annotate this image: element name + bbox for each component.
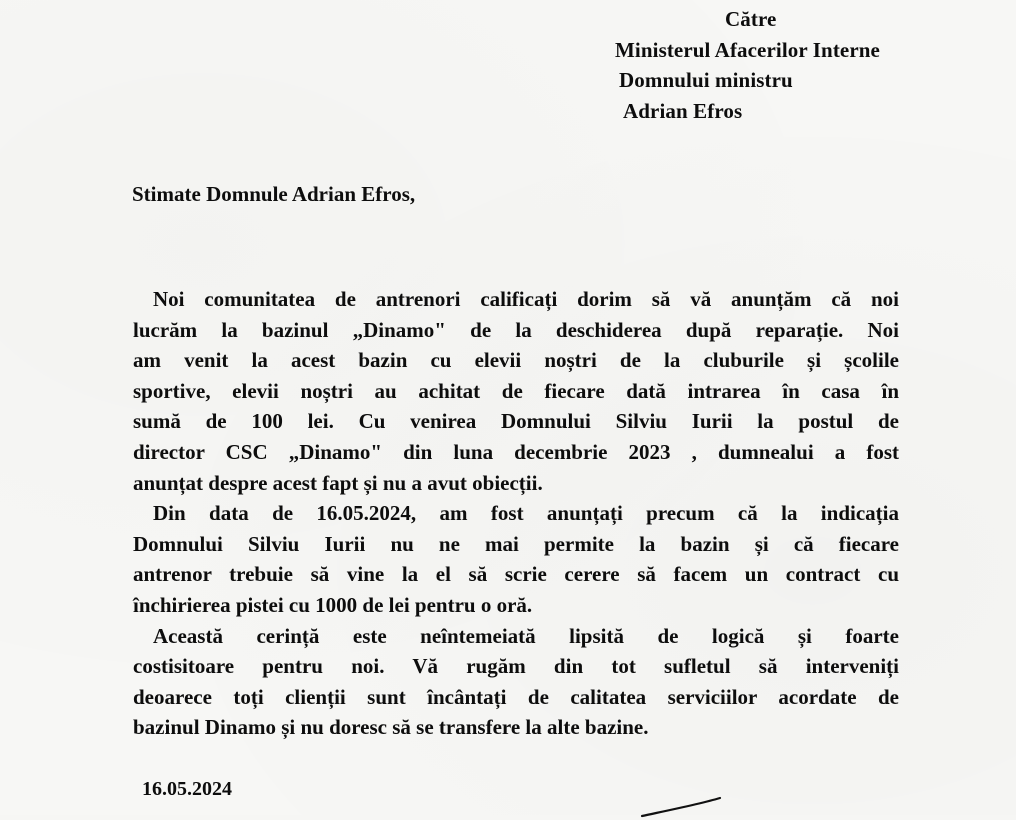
- body-line: am venit la acest bazin cu elevii noștri de la cluburile și școlile: [133, 348, 899, 373]
- body-line: costisitoare pentru noi. Vă rugăm din tot sufletul să interveniți: [133, 654, 899, 679]
- body-line: antrenor trebuie să vine la el să scrie cerere să facem un contract cu: [133, 562, 899, 587]
- addressee-block: [612, 4, 880, 126]
- body-line: sumă de 100 lei. Cu venirea Domnului Silviu Iurii la postul de: [133, 409, 899, 434]
- letter-date: 16.05.2024: [142, 778, 232, 800]
- body-line: director CSC „Dinamo" din luna decembrie 2023 , dumnealui a fost: [133, 439, 899, 464]
- body-line: închirierea pistei cu 1000 de lei pentru o oră.: [133, 592, 533, 617]
- body-line: lucrăm la bazinul „Dinamo" de la deschiderea după reparație. Noi: [133, 317, 899, 342]
- addressee-line: Adrian Efros: [623, 98, 743, 123]
- addressee-line: Către: [725, 7, 777, 31]
- addressee-line: Ministerul Afacerilor Interne: [615, 37, 880, 62]
- signature-mark: [640, 790, 740, 820]
- body-line: anunțat despre acest fapt și nu a avut obiecții.: [133, 470, 543, 495]
- paragraph-3: [133, 621, 899, 743]
- body-line: bazinul Dinamo și nu doresc să se transfere la alte bazine.: [133, 715, 649, 740]
- body-line: Domnului Silviu Iurii nu ne mai permite la bazin și că fiecare: [133, 531, 899, 556]
- paragraph-2: [133, 498, 899, 620]
- body-line: Noi comunitatea de antrenori calificați dorim să vă anunțăm că noi: [153, 287, 899, 311]
- salutation: Stimate Domnule Adrian Efros,: [132, 182, 416, 206]
- body-line: sportive, elevii noștri au achitat de fiecare dată intrarea în casa în: [133, 378, 899, 403]
- body-line: Această cerință este neîntemeiată lipsită de logică și foarte: [153, 623, 899, 648]
- addressee-line: Domnului ministru: [619, 68, 793, 92]
- body-line: deoarece toți clienții sunt încântați de calitatea serviciilor acordate de: [133, 684, 899, 709]
- letter-body: [133, 284, 899, 743]
- paragraph-1: [133, 284, 899, 498]
- body-line: Din data de 16.05.2024, am fost anunțați precum că la indicația: [153, 501, 899, 526]
